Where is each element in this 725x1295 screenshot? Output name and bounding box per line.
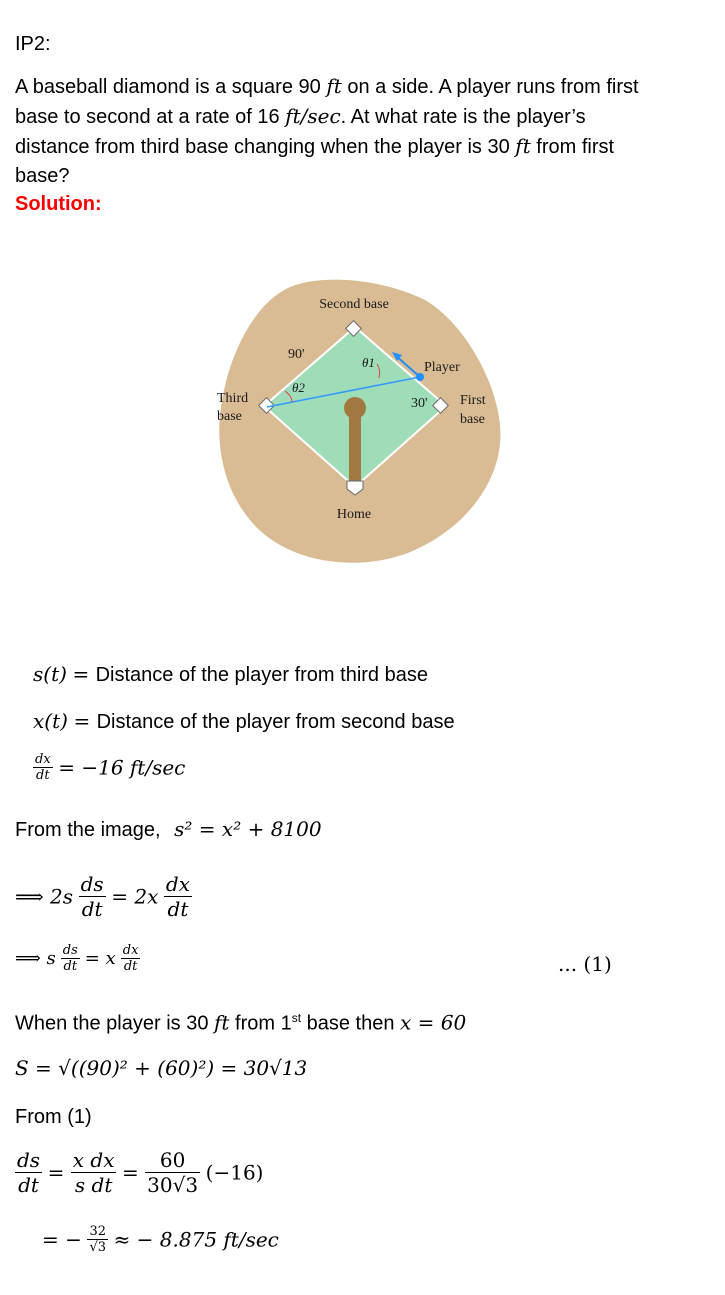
equals-sign: = [47, 1160, 71, 1185]
when-text-a: When the player is 30 [15, 1012, 214, 1035]
s-definition [33, 660, 428, 690]
distance-30-label: 30' [411, 396, 428, 411]
equation-reference: ... (1) [558, 952, 612, 976]
from-image-text: From the image, [15, 819, 161, 841]
fraction-denominator: dt [167, 897, 189, 921]
theta2-label: θ2 [292, 380, 305, 395]
equals-sign: = [122, 1160, 146, 1185]
approx-value: ≈ − 8.875 ft/sec [113, 1227, 279, 1252]
problem-text-4: from first base? [15, 136, 615, 187]
from-image-line [15, 815, 322, 845]
fraction-numerator: ds [17, 1148, 41, 1172]
equals-minus: = − [42, 1227, 82, 1252]
fraction-numerator: dx [122, 943, 139, 958]
multiplier: (−16) [205, 1160, 264, 1185]
third-base-label-1: Third [217, 391, 249, 406]
baseball-diamond-figure [195, 265, 515, 575]
solution-label: Solution: [15, 193, 102, 215]
dx-dt-fraction [121, 943, 141, 974]
dx-dt-fraction [33, 752, 53, 783]
unit-ft-3: ft [214, 1010, 230, 1035]
equals-sign: = [58, 755, 82, 780]
s-value-equation: S = √((90)² + (60)²) = 30√13 [15, 1056, 308, 1080]
when-line [15, 1004, 466, 1039]
fraction-denominator: dt [63, 959, 78, 974]
ds-dt-fraction [61, 943, 80, 974]
first-base-label-2: base [460, 412, 485, 427]
x-of-t: x(t) [33, 709, 68, 733]
home-label: Home [336, 507, 372, 522]
two-x: = 2x [111, 884, 159, 909]
x-dx-over-s-dt-fraction [71, 1148, 117, 1197]
second-base-label: Second base [319, 297, 389, 312]
third-base-label-2: base [217, 409, 242, 424]
unit-ft-2: ft [515, 134, 531, 158]
distance-90-label: 90' [288, 347, 305, 362]
x-factor: = x [84, 948, 116, 969]
x-definition [33, 707, 455, 737]
equals-sign: = [73, 709, 97, 733]
fraction-denominator: dt [123, 959, 138, 974]
from-one-label: From (1) [15, 1106, 92, 1128]
theta1-label: θ1 [362, 355, 375, 370]
two-s: ⟹ 2s [15, 884, 74, 909]
fraction-denominator: 30√3 [147, 1173, 199, 1197]
fraction-numerator: 60 [145, 1148, 200, 1173]
problem-text-3: . At what rate is the player’s distance from third base changing when the player is 30 [15, 106, 586, 158]
pythagoras-equation: s² = x² + 8100 [174, 817, 322, 841]
derivative-line-2 [15, 943, 140, 974]
fraction-denominator: dt [36, 768, 50, 783]
problem-heading: IP2: [15, 33, 51, 55]
fraction-numerator: dx [165, 872, 191, 896]
pitchers-mound [344, 397, 366, 419]
rate-value: −16 ft/sec [81, 755, 186, 780]
first-base-label-1: First [460, 393, 486, 408]
fraction-denominator: dt [81, 897, 103, 921]
x-definition-text: Distance of the player from second base [96, 711, 455, 733]
player-label: Player [424, 360, 460, 375]
problem-text-2: on a side. A player runs from first base to second at a rate of 16 [15, 76, 639, 128]
unit-ft-1: ft [326, 74, 342, 98]
thirtytwo-over-root3 [87, 1224, 108, 1255]
x-equals-60: x = 60 [400, 1010, 467, 1035]
rate-substitution [15, 1148, 263, 1197]
fraction-numerator: x dx [72, 1148, 115, 1172]
equals-sign: = [72, 662, 96, 686]
fraction-numerator: ds [62, 943, 78, 958]
fraction-numerator: 32 [87, 1224, 108, 1240]
problem-statement [15, 72, 655, 191]
when-text-b: from 1 [229, 1012, 292, 1035]
problem-text-1: A baseball diamond is a square 90 [15, 76, 327, 98]
s-definition-text: Distance of the player from third base [95, 664, 428, 686]
unit-ftsec: ft/sec [285, 104, 341, 128]
ds-dt-fraction [79, 872, 106, 921]
ds-dt-fraction [15, 1148, 42, 1197]
s-of-t: s(t) [33, 662, 67, 686]
derivative-line-1 [15, 872, 192, 921]
pitcher-path [349, 410, 361, 490]
fraction-numerator: ds [80, 872, 104, 896]
final-result [42, 1224, 279, 1255]
fraction-denominator: dt [18, 1173, 39, 1197]
when-text-c: base then [301, 1012, 401, 1035]
ordinal-suffix: st [291, 1011, 302, 1025]
fraction-denominator: s dt [74, 1173, 113, 1197]
fraction-numerator: dx [35, 752, 51, 767]
rate-equation [33, 752, 185, 783]
s-factor: ⟹ s [15, 948, 56, 969]
fraction-denominator: √3 [89, 1240, 106, 1255]
sixty-over-fraction [145, 1148, 200, 1197]
dx-dt-fraction [164, 872, 192, 921]
